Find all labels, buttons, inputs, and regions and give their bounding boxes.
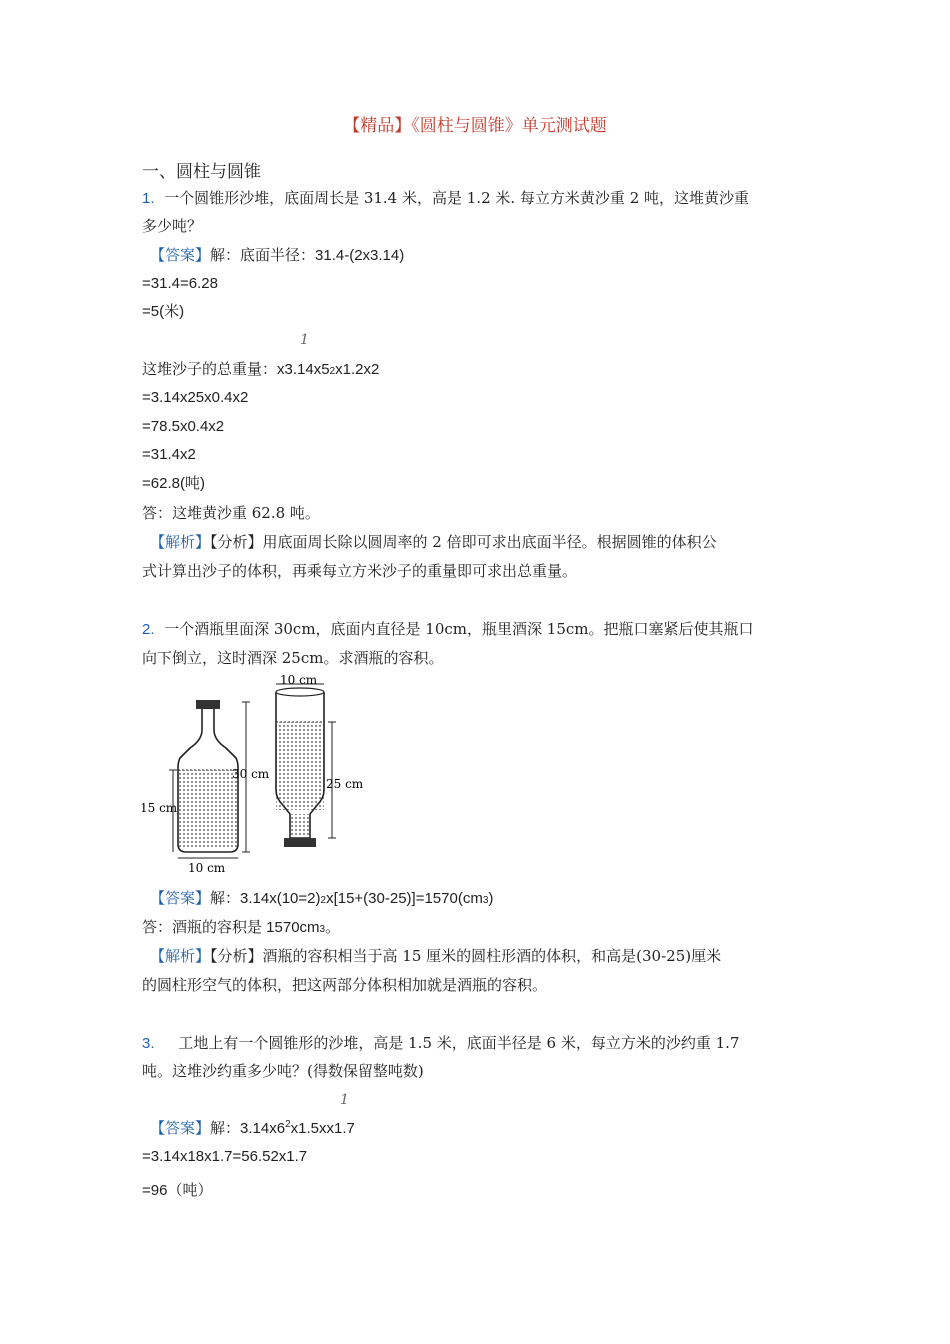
question-1-analysis-line-2: 式计算出沙子的体积，再乘每立方米沙子的重量即可求出总重量。 <box>142 562 578 580</box>
question-3-line-1 <box>142 1033 739 1054</box>
question-2-line-2: 向下倒立，这时酒深 25cm。求酒瓶的容积。 <box>142 649 444 667</box>
wine-fill-inverted <box>276 722 324 810</box>
total-weight-line <box>142 359 379 382</box>
analysis-tag: 【解析】 <box>150 533 211 551</box>
calc-line: =96（吨） <box>142 1182 213 1199</box>
answer-close: ) <box>488 890 494 907</box>
answer-text: 解：3.14x(10=2) <box>210 890 321 907</box>
answer-tag: 【答案】 <box>150 1119 211 1137</box>
question-1-number: 1. <box>142 190 155 207</box>
total-weight-exponent: 2 <box>329 366 336 377</box>
answer-tail: x[15+(30-25)]=1570(cm <box>326 890 483 907</box>
label-30cm: 30 cm <box>232 767 270 781</box>
answer-tag: 【答案】 <box>150 889 211 907</box>
question-1-line-2: 多少吨？ <box>142 217 203 235</box>
stray-mark: 1 <box>340 1092 349 1108</box>
label-bottom-10cm: 10 cm <box>188 861 226 872</box>
section-heading: 一、圆柱与圆锥 <box>142 162 261 182</box>
question-3-answer <box>150 1118 355 1139</box>
question-1-text: 一个圆锥形沙堆，底面周长是 31.4 米，高是 1.2 米. 每立方米黄沙重 2 吨，这堆黄沙重 <box>164 189 750 207</box>
reply-period: 。 <box>325 918 341 936</box>
answer-text: 解：3.14x6 <box>210 1120 286 1137</box>
upright-bottle <box>178 700 238 852</box>
wine-fill-upright <box>178 770 238 848</box>
label-top-10cm: 10 cm <box>280 673 318 687</box>
question-2-line-1 <box>142 619 754 640</box>
inverted-bottle-cap <box>284 838 316 847</box>
label-25cm: 25 cm <box>326 777 364 791</box>
calc-line: =31.4=6.28 <box>142 275 218 292</box>
answer-text: 解：底面半径：31.4-(2x3.14) <box>210 247 405 264</box>
upright-bottle-cap <box>196 700 220 709</box>
label-15cm: 15 cm <box>142 801 178 815</box>
analysis-tag: 【解析】 <box>150 947 211 965</box>
calc-line: =78.5x0.4x2 <box>142 418 225 435</box>
reply-exponent: 3 <box>319 924 326 935</box>
question-3-line-2: 吨。这堆沙约重多少吨？(得数保留整吨数) <box>142 1062 424 1080</box>
calc-line: =3.14x25x0.4x2 <box>142 389 249 406</box>
question-2-analysis <box>150 946 721 966</box>
bottle-diagram-svg <box>142 672 382 872</box>
question-2-reply <box>142 917 340 940</box>
bottle-diagram <box>142 672 382 872</box>
question-2-analysis-line-2: 的圆柱形空气的体积，把这两部分体积相加就是酒瓶的容积。 <box>142 976 548 994</box>
question-2-number: 2. <box>142 621 155 638</box>
reply-text: 答：酒瓶的容积是 1570cm <box>142 919 320 936</box>
question-1-line-1 <box>142 188 749 209</box>
question-1-reply: 答：这堆黄沙重 62.8 吨。 <box>142 504 320 522</box>
question-1-analysis <box>150 532 717 552</box>
question-3-number: 3. <box>142 1035 155 1052</box>
inverted-bottle <box>276 688 324 847</box>
wine-fill-neck <box>290 814 310 836</box>
question-2-text: 一个酒瓶里面深 30cm，底面内直径是 10cm，瓶里酒深 15cm。把瓶口塞紧后使其瓶口 <box>164 620 754 638</box>
answer-tail: x1.5xx1.7 <box>290 1120 355 1137</box>
inverted-bottle-opening <box>276 688 324 696</box>
document-title: 【精品】《圆柱与圆锥》单元测试题 <box>343 116 607 136</box>
answer-tag: 【答案】 <box>150 246 211 264</box>
answer-exponent: 2 <box>285 1119 291 1130</box>
stray-mark: 1 <box>300 332 309 348</box>
question-1-answer <box>150 245 404 266</box>
analysis-text: 【分析】酒瓶的容积相当于高 15 厘米的圆柱形酒的体积，和高是(30-25)厘米 <box>210 947 722 965</box>
answer-exponent: 2 <box>320 895 327 906</box>
question-3-text: 工地上有一个圆锥形的沙堆，高是 1.5 米，底面半径是 6 米，每立方米的沙约重 1.7 <box>178 1034 740 1052</box>
analysis-text: 【分析】用底面周长除以圆周率的 2 倍即可求出底面半径。根据圆锥的体积公 <box>210 533 717 551</box>
question-2-answer <box>150 888 493 911</box>
total-weight-tail: x1.2x2 <box>335 361 380 378</box>
calc-line: =31.4x2 <box>142 446 196 463</box>
calc-line: =3.14x18x1.7=56.52x1.7 <box>142 1148 308 1165</box>
total-weight-text: 这堆沙子的总重量：x3.14x5 <box>142 361 330 378</box>
calc-line: =5(米) <box>142 303 185 320</box>
answer-unit-exponent: 3 <box>482 895 489 906</box>
calc-line: =62.8(吨) <box>142 475 205 492</box>
